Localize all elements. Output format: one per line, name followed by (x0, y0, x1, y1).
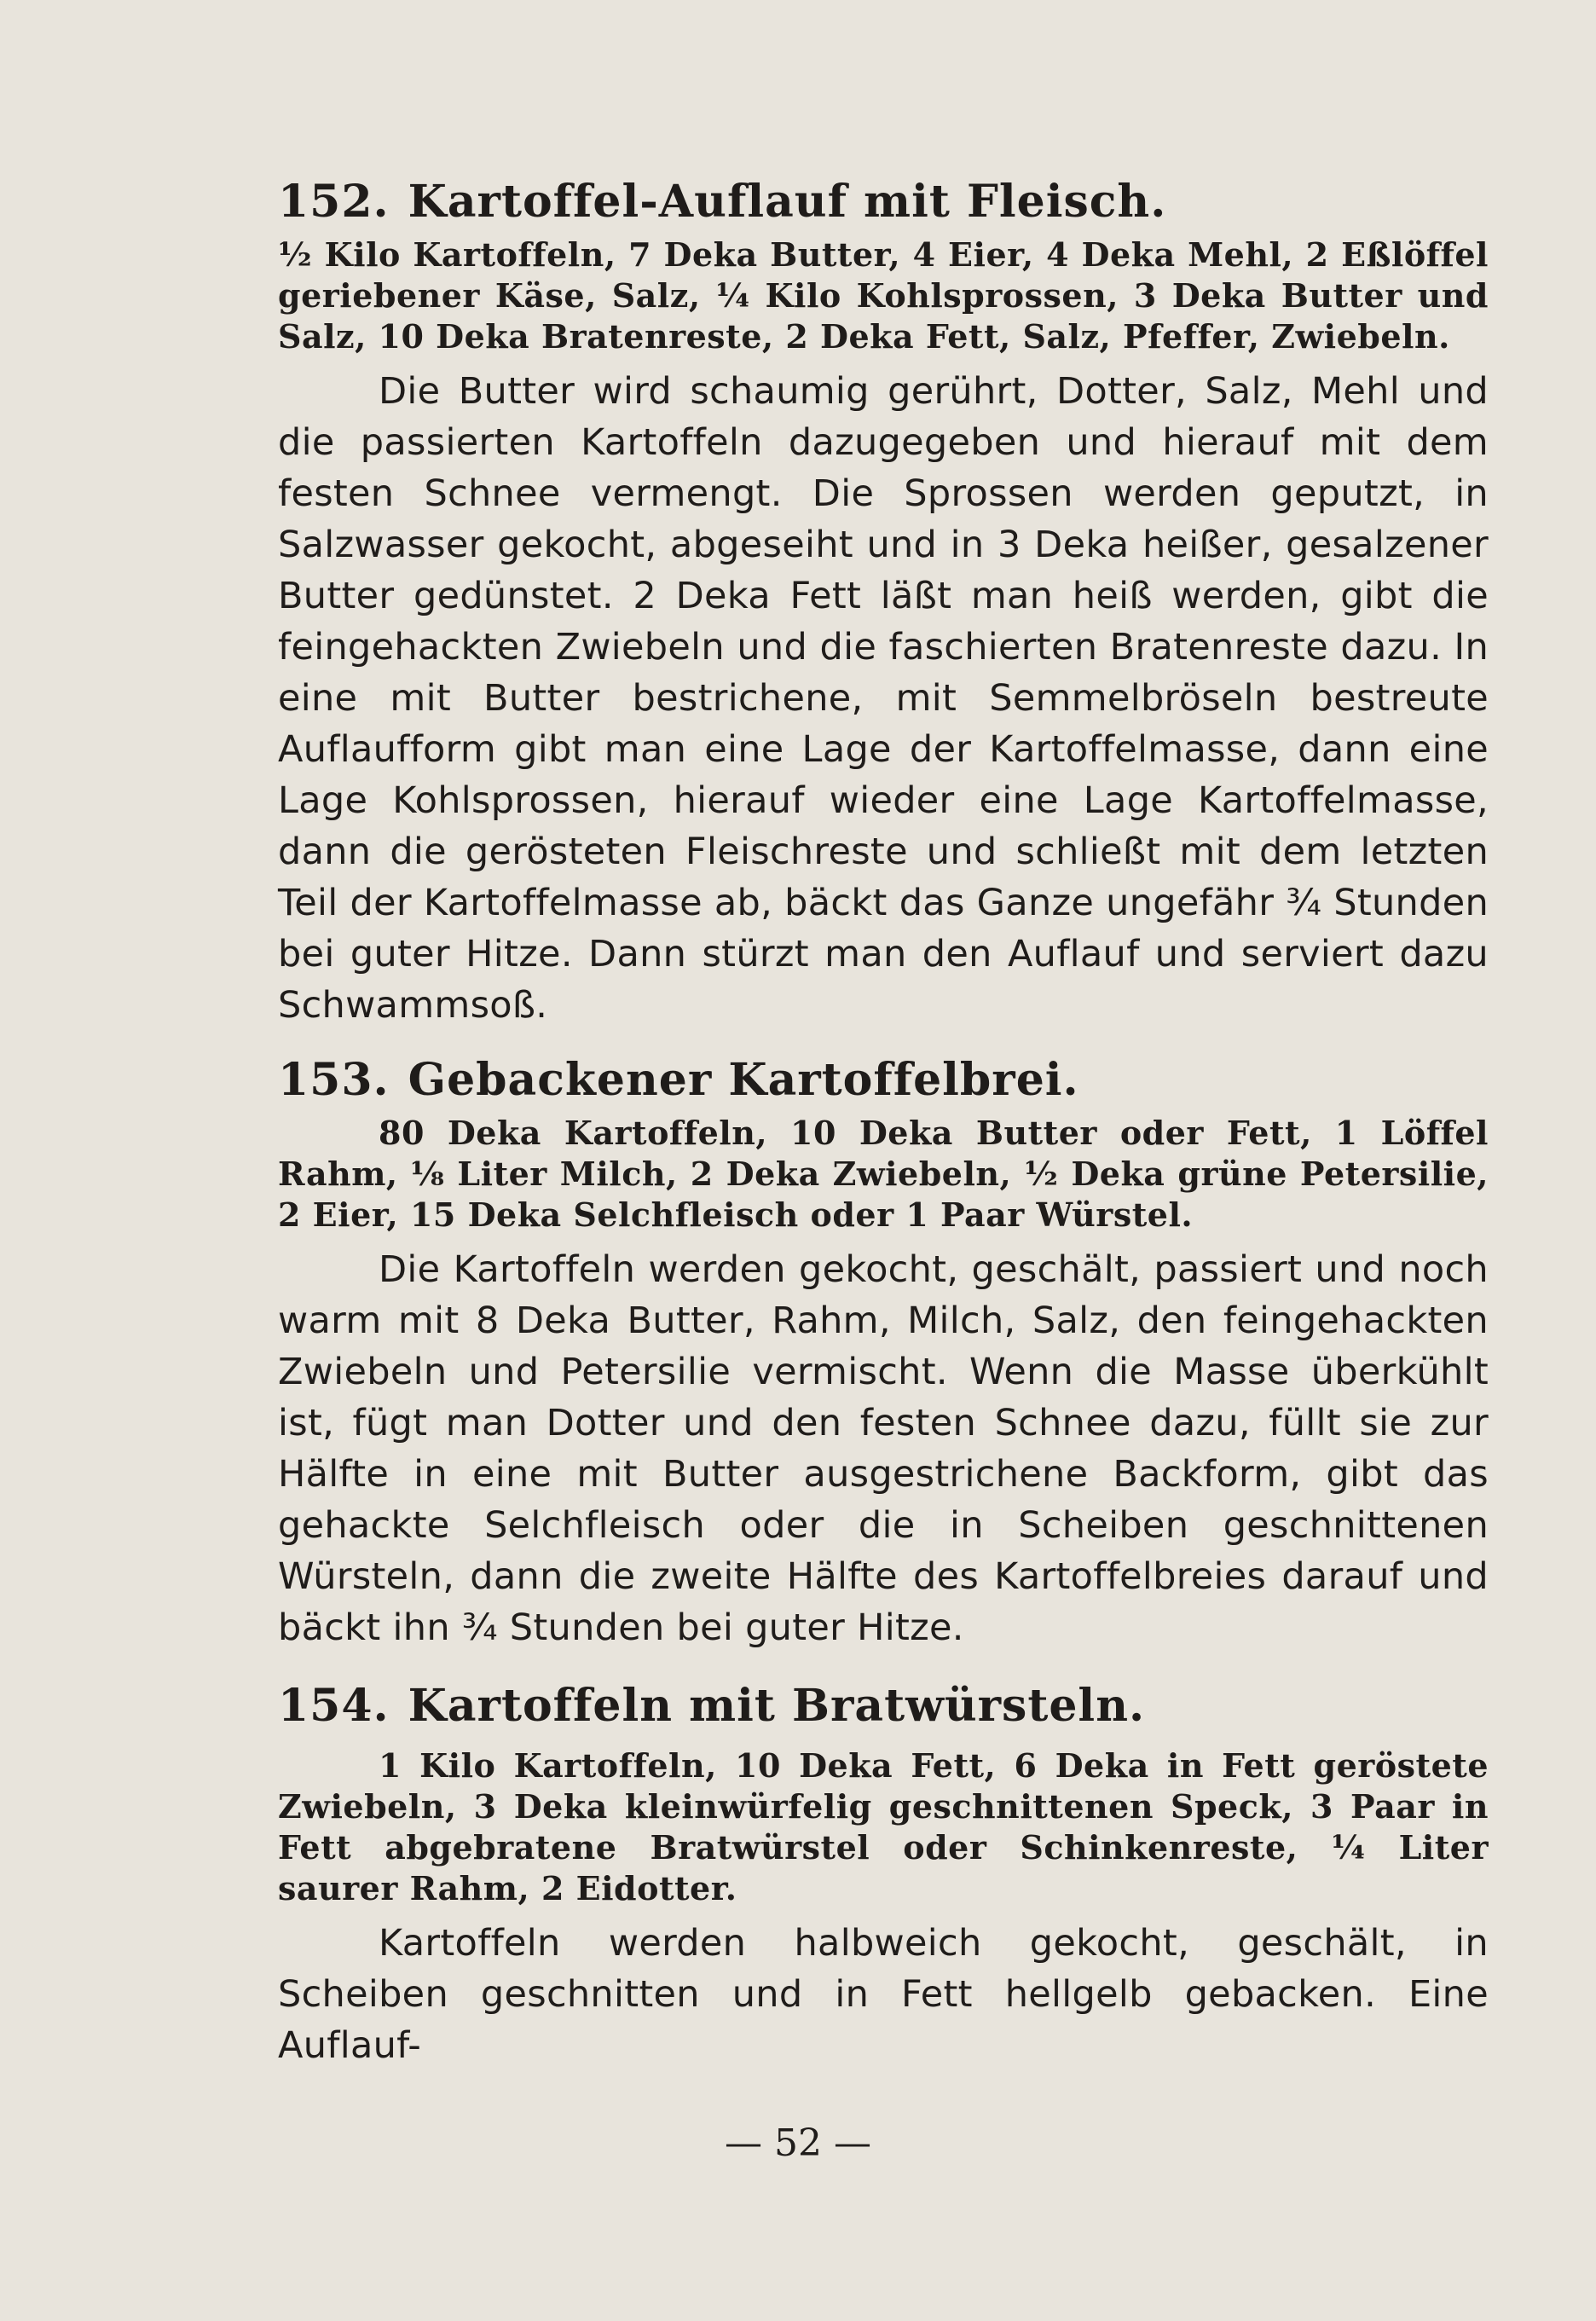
recipe-title (278, 175, 1489, 229)
recipe-number: 152. (278, 176, 390, 228)
ingredients-list: ½ Kilo Kartoffeln, 7 Deka Butter, 4 Eier, 4 Deka Mehl, 2 Eßlöffel geriebener Käse, Salz, ¼ Kilo Kohlsprossen, 3 Deka Butter und Salz, 10 Deka Bratenreste, 2 Deka Fett, Salz, Pfeffer, Zwiebeln. (278, 235, 1489, 356)
instructions-text: Die Kartoffeln werden gekocht, geschält, passiert und noch warm mit 8 Deka Butter, Rahm, Milch, Salz, den feingehackten Zwiebeln und Petersilie vermischt. Wenn die Masse überkühlt ist, fügt man Dotter und den festen Schnee dazu, füllt sie zur Hälfte in eine mit Butter ausgestrichene Backform, gibt das gehackte Selchfleisch oder die in Scheiben geschnittenen Würsteln, dann die zweite Hälfte des Kartoffelbreies darauf und bäckt ihn ¾ Stunden bei guter Hitze. (278, 1248, 1489, 1649)
recipe-153 (278, 1053, 1489, 1653)
page-number: — 52 — (725, 2121, 871, 2165)
recipe-title (278, 1679, 1489, 1734)
ingredients-list: 1 Kilo Kartoffeln, 10 Deka Fett, 6 Deka in Fett geröstete Zwiebeln, 3 Deka kleinwürfelig geschnittenen Speck, 3 Paar in Fett abgebratene Bratwürstel oder Schinkenreste, ¼ Liter saurer Rahm, 2 Eidotter. (278, 1746, 1489, 1907)
recipe-title-text: Gebackener Kartoffelbrei. (408, 1054, 1079, 1106)
recipe-number: 153. (278, 1054, 390, 1106)
instructions-text: Kartoffeln werden halbweich gekocht, geschält, in Scheiben geschnitten und in Fett hellgelb gebacken. Eine Auflauf- (278, 1922, 1489, 2067)
recipe-title-text: Kartoffel-Auflauf mit Fleisch. (408, 176, 1167, 228)
instructions-text: Die Butter wird schaumig gerührt, Dotter, Salz, Mehl und die passierten Kartoffeln dazugegeben und hierauf mit dem festen Schnee vermengt. Die Sprossen werden geputzt, in Salzwasser gekocht, abgeseiht und in 3 Deka heißer, gesalzener Butter gedünstet. 2 Deka Fett läßt man heiß werden, gibt die feingehackten Zwiebeln und die faschierten Bratenreste dazu. In eine mit Butter bestrichene, mit Semmelbröseln bestreute Auflaufform gibt man eine Lage der Kartoffelmasse, dann eine Lage Kohlsprossen, hierauf wieder eine Lage Kartoffelmasse, dann die gerösteten Fleischreste und schließt mit dem letzten Teil der Kartoffelmasse ab, bäckt das Ganze ungefähr ¾ Stunden bei guter Hitze. Dann stürzt man den Auflauf und serviert dazu Schwammsoß. (278, 370, 1489, 1027)
recipe-152 (278, 175, 1489, 1031)
ingredients-list: 80 Deka Kartoffeln, 10 Deka Butter oder Fett, 1 Löffel Rahm, ⅛ Liter Milch, 2 Deka Zwiebeln, ½ Deka grüne Petersilie, 2 Eier, 15 Deka Selchfleisch oder 1 Paar Würstel. (278, 1114, 1489, 1234)
recipe-154 (278, 1679, 1489, 2071)
recipe-number: 154. (278, 1680, 390, 1732)
page-content (278, 175, 1489, 2071)
recipe-title (278, 1053, 1489, 1108)
recipe-title-text: Kartoffeln mit Bratwürsteln. (408, 1680, 1146, 1732)
